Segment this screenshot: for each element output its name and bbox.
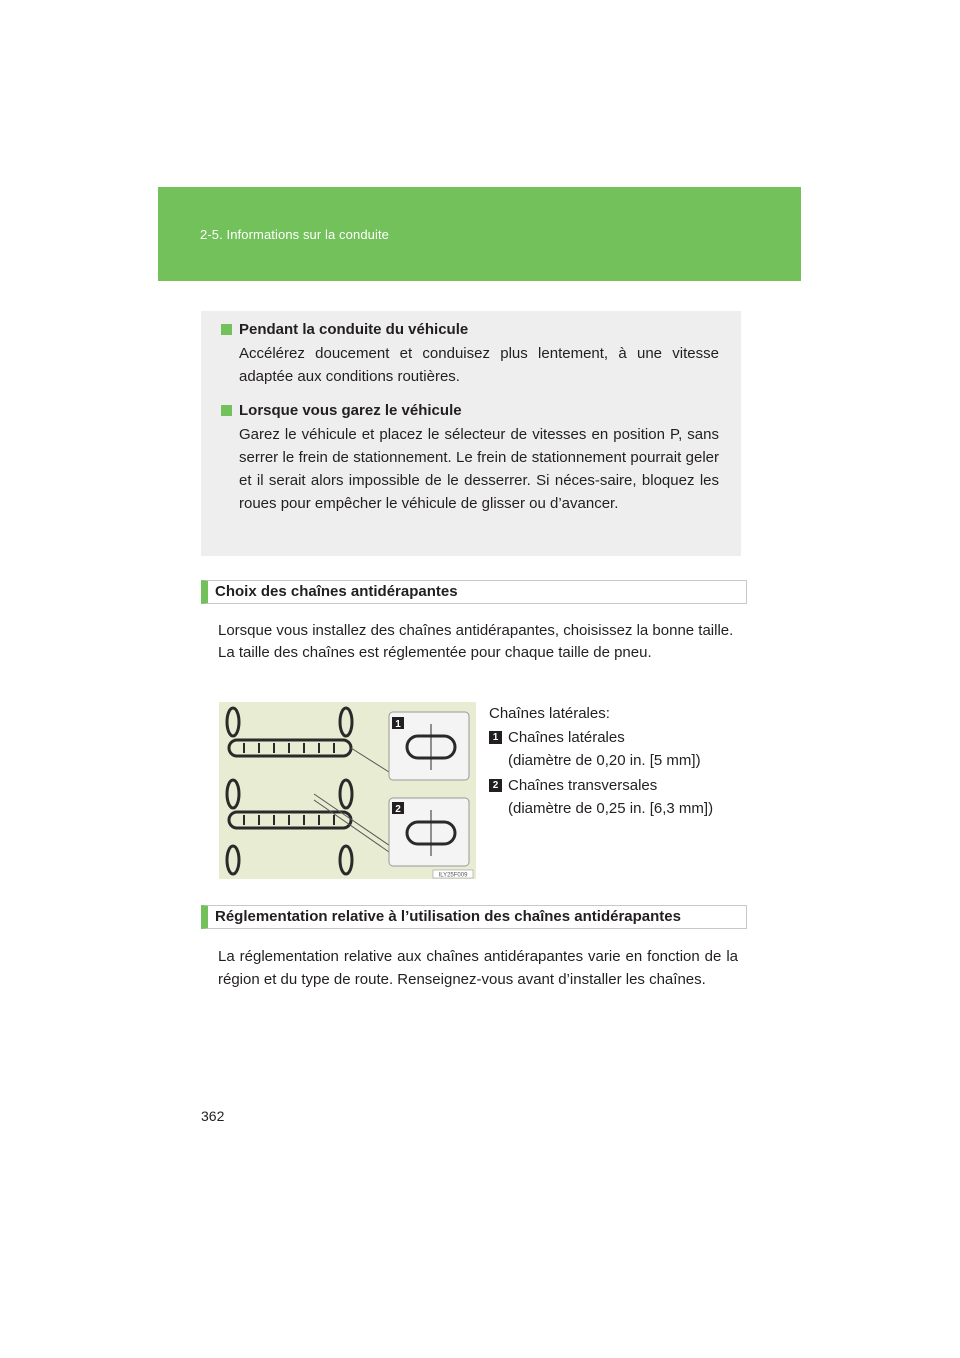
green-square-icon xyxy=(221,324,232,335)
tire-chain-illustration xyxy=(219,702,476,879)
legend-badge: 1 xyxy=(489,731,502,744)
note-text: Accélérez doucement et conduisez plus lentement, à une vitesse adaptée aux conditions routières. xyxy=(239,345,719,385)
legend-item xyxy=(489,726,749,772)
note-parking xyxy=(221,402,719,515)
paragraph-regulation: La réglementation relative aux chaînes antidérapantes varie en fonction de la région et du type de route. Renseignez-vous avant d’installer les chaînes. xyxy=(218,948,738,988)
figure-badge-1: 1 xyxy=(395,719,401,730)
legend-detail: (diamètre de 0,25 in. [6,3 mm]) xyxy=(508,800,714,817)
paragraph-line: La taille des chaînes est réglementée pour chaque taille de pneu. xyxy=(218,644,652,661)
chapter-header xyxy=(158,187,801,281)
chain-legend xyxy=(489,702,749,820)
page-number: 362 xyxy=(201,1108,225,1124)
figure-code: ILY25F009 xyxy=(438,872,468,879)
note-title: Lorsque vous garez le véhicule xyxy=(239,402,462,419)
paragraph-line: Lorsque vous installez des chaînes antidérapantes, choisissez la bonne taille. xyxy=(218,622,734,639)
note-box xyxy=(201,311,741,556)
note-driving xyxy=(221,321,719,388)
figure-badge-2: 2 xyxy=(395,804,401,815)
note-title: Pendant la conduite du véhicule xyxy=(239,321,469,338)
legend-badge: 2 xyxy=(489,779,502,792)
section-bar-regulation xyxy=(201,905,747,929)
note-text: Garez le véhicule et placez le sélecteur de vitesses en position P, sans serrer le frein de stationnement. Le frein de stationnement pourrait geler et il serait alors impossible de le desserrer. Si néces-saire, bloquez les roues pour empêcher le véhicule de glisser ou d’avancer. xyxy=(239,426,719,512)
section-heading: Réglementation relative à l’utilisation des chaînes antidérapantes xyxy=(215,908,681,925)
green-square-icon xyxy=(221,405,232,416)
legend-item xyxy=(489,774,749,820)
section-title: 2-5. Informations sur la conduite xyxy=(200,227,390,242)
legend-label: Chaînes latérales xyxy=(508,729,625,746)
legend-label: Chaînes transversales xyxy=(508,777,658,794)
section-heading: Choix des chaînes antidérapantes xyxy=(215,583,458,600)
section-bar-chain-choice xyxy=(201,580,747,604)
paragraph-chain-size xyxy=(218,620,738,664)
legend-detail: (diamètre de 0,20 in. [5 mm]) xyxy=(508,752,701,769)
legend-heading: Chaînes latérales: xyxy=(489,705,610,722)
